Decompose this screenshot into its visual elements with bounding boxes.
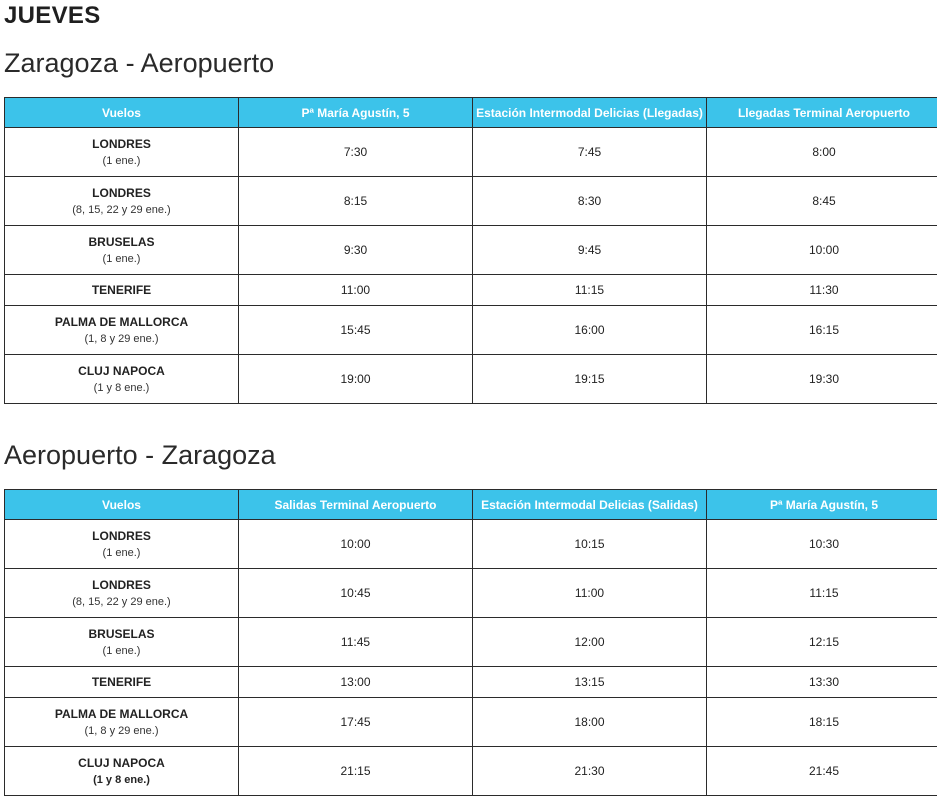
time-cell: 7:30 [239,128,473,177]
time-cell: 11:15 [707,569,937,618]
time-cell: 12:00 [473,618,707,667]
column-header-stop-2: Estación Intermodal Delicias (Llegadas) [473,98,707,128]
column-header-stop-3: Pª María Agustín, 5 [707,490,937,520]
section-title-zaragoza-aeropuerto: Zaragoza - Aeropuerto [4,48,275,78]
time-cell: 13:15 [473,667,707,698]
table-row [5,275,937,306]
flight-cell [5,618,239,667]
destination: BRUSELAS [88,234,155,249]
time-cell: 11:15 [473,275,707,306]
destination: CLUJ NAPOCA [78,363,165,378]
time-cell: 11:30 [707,275,937,306]
table-row [5,355,937,404]
flight-cell [5,306,239,355]
table-header-row [5,490,937,520]
table-row [5,128,937,177]
flight-cell [5,520,239,569]
time-cell: 11:00 [473,569,707,618]
time-cell: 10:00 [707,226,937,275]
date-note: (1 ene.) [102,252,141,265]
destination: TENERIFE [91,282,152,297]
destination: CLUJ NAPOCA [78,755,165,770]
section-title-aeropuerto-zaragoza: Aeropuerto - Zaragoza [4,440,276,470]
date-note: (1 ene.) [102,644,141,657]
table-row [5,747,937,796]
date-note: (1 ene.) [102,154,141,167]
destination: LONDRES [92,136,151,151]
time-cell: 10:45 [239,569,473,618]
schedule-table-zaragoza-aeropuerto [4,97,937,404]
flight-cell [5,698,239,747]
time-cell: 13:30 [707,667,937,698]
time-cell: 16:00 [473,306,707,355]
destination: TENERIFE [91,674,152,689]
date-note: (1, 8 y 29 ene.) [84,724,159,737]
column-header-stop-1: Pª María Agustín, 5 [239,98,473,128]
time-cell: 21:15 [239,747,473,796]
destination: LONDRES [92,528,151,543]
date-note: (1 y 8 ene.) [93,773,150,786]
time-cell: 11:00 [239,275,473,306]
destination: LONDRES [92,577,151,592]
time-cell: 8:15 [239,177,473,226]
time-cell: 10:30 [707,520,937,569]
time-cell: 16:15 [707,306,937,355]
table-row [5,618,937,667]
flight-cell [5,569,239,618]
time-cell: 18:15 [707,698,937,747]
time-cell: 10:15 [473,520,707,569]
table-row [5,226,937,275]
column-header-stop-3: Llegadas Terminal Aeropuerto [707,98,937,128]
table-row [5,698,937,747]
time-cell: 19:30 [707,355,937,404]
time-cell: 8:30 [473,177,707,226]
table-row [5,667,937,698]
schedule-table-aeropuerto-zaragoza [4,489,937,796]
time-cell: 19:00 [239,355,473,404]
time-cell: 10:00 [239,520,473,569]
time-cell: 13:00 [239,667,473,698]
time-cell: 19:15 [473,355,707,404]
date-note: (1 ene.) [102,546,141,559]
flight-cell [5,177,239,226]
flight-cell [5,128,239,177]
date-note: (8, 15, 22 y 29 ene.) [72,203,171,216]
table-row [5,306,937,355]
flight-cell [5,275,239,306]
column-header-stop-1: Salidas Terminal Aeropuerto [239,490,473,520]
flight-cell [5,747,239,796]
destination: PALMA DE MALLORCA [54,314,189,329]
table-row [5,177,937,226]
time-cell: 9:30 [239,226,473,275]
time-cell: 21:30 [473,747,707,796]
day-heading: JUEVES [4,2,101,29]
time-cell: 11:45 [239,618,473,667]
time-cell: 7:45 [473,128,707,177]
flight-cell [5,667,239,698]
column-header-vuelos: Vuelos [5,98,239,128]
time-cell: 9:45 [473,226,707,275]
time-cell: 12:15 [707,618,937,667]
table-row [5,520,937,569]
destination: PALMA DE MALLORCA [54,706,189,721]
time-cell: 18:00 [473,698,707,747]
time-cell: 17:45 [239,698,473,747]
column-header-vuelos: Vuelos [5,490,239,520]
table-header-row [5,98,937,128]
table-row [5,569,937,618]
date-note: (8, 15, 22 y 29 ene.) [72,595,171,608]
destination: BRUSELAS [88,626,155,641]
time-cell: 8:45 [707,177,937,226]
flight-cell [5,355,239,404]
flight-cell [5,226,239,275]
column-header-stop-2: Estación Intermodal Delicias (Salidas) [473,490,707,520]
destination: LONDRES [92,185,151,200]
time-cell: 15:45 [239,306,473,355]
date-note: (1, 8 y 29 ene.) [84,332,159,345]
time-cell: 8:00 [707,128,937,177]
date-note: (1 y 8 ene.) [93,381,150,394]
time-cell: 21:45 [707,747,937,796]
